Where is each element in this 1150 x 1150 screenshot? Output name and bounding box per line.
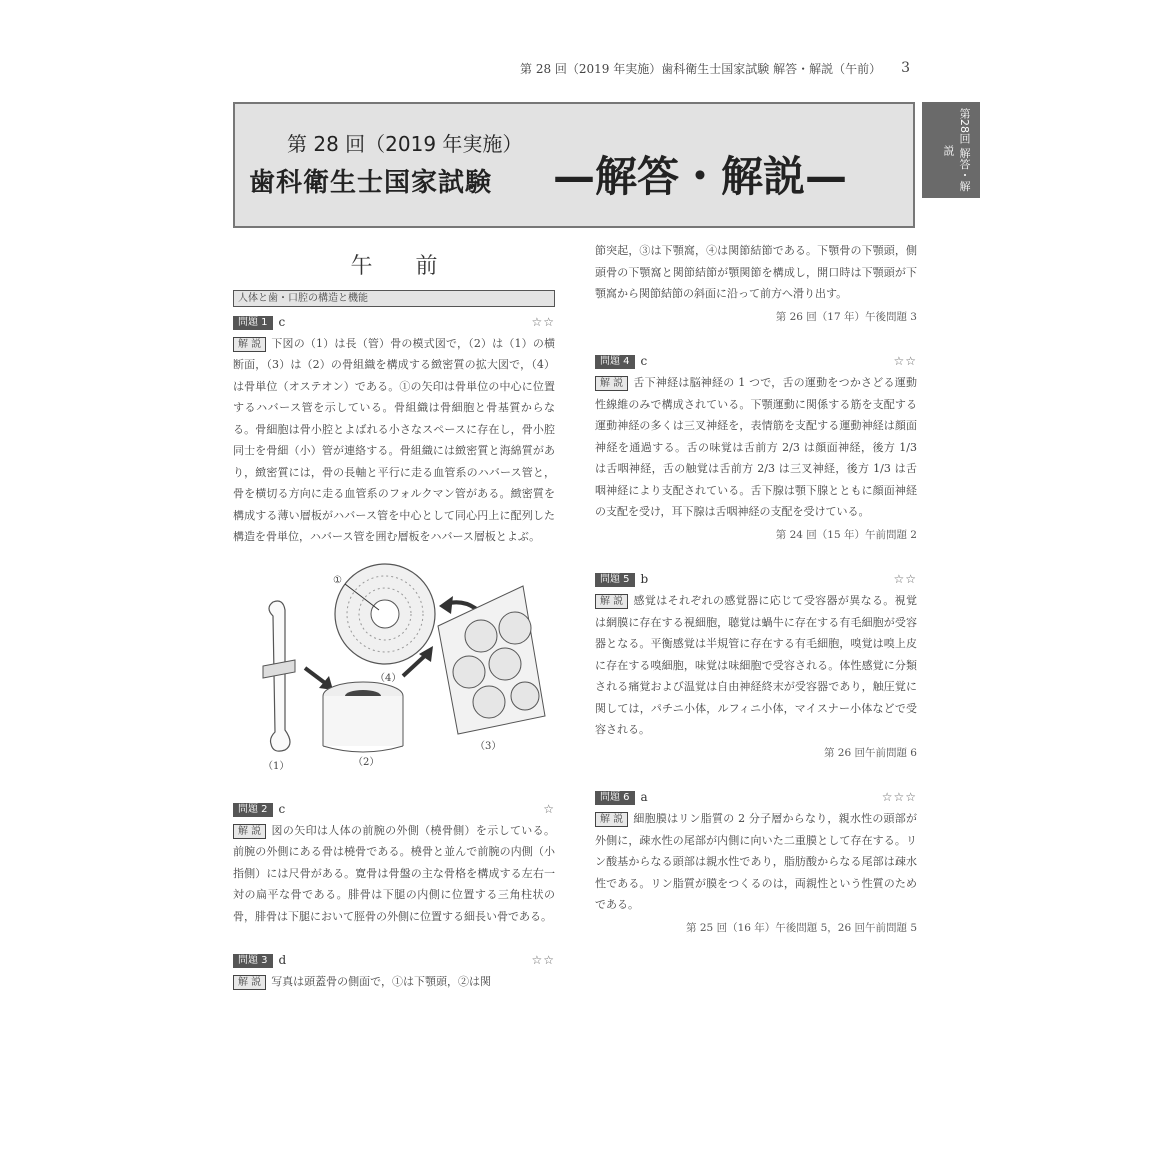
question-header: [595, 570, 917, 590]
difficulty-stars: ☆☆☆: [881, 790, 917, 805]
question-continuation: [595, 240, 917, 328]
running-header-text: 第 28 回（2019 年実施）歯科衛生士国家試験 解答・解説（午前）: [520, 62, 882, 76]
explanation-text: [233, 971, 555, 993]
question-header: [595, 352, 917, 372]
title-subtitle: 第 28 回（2019 年実施）: [287, 132, 523, 156]
section-bar: 人体と歯・口腔の構造と機能: [233, 290, 555, 307]
title-answers-explanations: —解答・解説—: [553, 152, 848, 201]
question-block: [595, 570, 917, 764]
right-column: [595, 240, 917, 939]
explanation-text: [233, 820, 555, 928]
label-3: （3）: [475, 740, 502, 752]
explanation-body: 感覚はそれぞれの感覚器に応じて受容器が異なる。視覚は網膜に存在する視細胞，聴覚は蝸牛に存在する有毛細胞が受容器となる。平衡感覚は半規管に存在する有毛細胞，嗅覚は嗅上皮に存在する嗅細胞，味覚は味細胞で受容される。体性感覚に分類される痛覚および温覚は自由神経終末が受容器であり，触圧覚に関しては，パチニ小体，ルフィニ小体，マイスナー小体などで受容される。: [595, 594, 917, 736]
question-label: 問題 4: [595, 355, 635, 369]
question-header: [233, 951, 555, 971]
left-column: [233, 250, 555, 993]
explanation-body: 下図の（1）は長（管）骨の模式図で，（2）は（1）の横断面，（3）は（2）の骨組織を構成する緻密質の拡大図で，（4）は骨単位（オステオン）である。①の矢印は骨単位の中心に位置するハバース管を示している。骨組織は骨細胞と骨基質からなる。骨細胞は骨小腔とよばれる小さなスペースに存在し，骨小腔同士を骨細（小）管が連絡する。骨組織には緻密質と海綿質があり，緻密質には，骨の長軸と平行に走る血管系のハバース管と，骨を横切る方向に走る血管系のフォルクマン管がある。緻密質を構成する薄い層板がハバース管を中心として同心円上に配列した構造を骨単位，ハバース管を囲む層板をハバース層板とよぶ。: [233, 336, 555, 543]
question-block: [595, 788, 917, 939]
section-title: 午 前: [350, 254, 456, 279]
question-label: 問題 3: [233, 954, 273, 968]
explanation-label: 解 説: [595, 594, 628, 609]
question-header: [233, 313, 555, 333]
question-header: [233, 800, 555, 820]
explanation-body: 細胞膜はリン脂質の 2 分子層からなり，親水性の頭部が外側に，疎水性の尾部が内側に向いた二重膜として存在する。リン酸基からなる頭部は親水性であり，脂肪酸からなる尾部は疎水性である。リン脂質が膜をつくるのは，両親性という性質のためである。: [595, 812, 917, 911]
explanation-label: 解 説: [595, 812, 628, 827]
reference-note: 第 26 回午前問題 6: [823, 746, 917, 759]
answer-letter: c: [640, 354, 648, 369]
difficulty-stars: ☆☆: [531, 953, 555, 968]
explanation-text: [233, 333, 555, 548]
explanation-label: 解 説: [233, 975, 266, 990]
question-block: [595, 352, 917, 546]
answer-letter: b: [640, 572, 649, 587]
label-circle-1: ①: [333, 574, 342, 586]
difficulty-stars: ☆: [543, 801, 555, 816]
question-block: [233, 800, 555, 928]
explanation-body: 舌下神経は脳神経の 1 つで，舌の運動をつかさどる運動性線維のみで構成されている。下顎運動に関係する筋を支配する運動神経の多くは三叉神経を，表情筋を支配する運動神経は顔面神経を通過する。舌の味覚は舌前方 2/3 は顔面神経，後方 1/3 は舌咽神経，舌の触覚は舌前方 2/3 は三叉神経，後方 1/3 は舌咽神経により支配されている。舌下腺は顎下腺とともに顔面神経の支配を受け，耳下腺は舌咽神経の支配を受けている。: [595, 376, 917, 518]
explanation-body: 図の矢印は人体の前腕の外側（橈骨側）を示している。前腕の外側にある骨は橈骨である。橈骨と並んで前腕の内側（小指側）には尺骨がある。寛骨は骨盤の主な骨格を構成する左右一対の扁平な骨である。腓骨は下腿の内側に位置する三角柱状の骨，腓骨は下腿において脛骨の外側に位置する細長い骨である。: [233, 823, 555, 923]
question-label: 問題 6: [595, 791, 635, 805]
label-2: （2）: [353, 756, 380, 768]
title-main: 歯科衛生士国家試験: [249, 168, 493, 198]
title-box: [233, 102, 915, 228]
question-header: [595, 788, 917, 808]
explanation-label: 解 説: [233, 824, 266, 839]
explanation-label: 解 説: [595, 376, 628, 391]
answer-letter: c: [278, 801, 286, 816]
reference-note: 第 24 回（15 年）午前問題 2: [775, 528, 917, 541]
reference-note: 第 25 回（16 年）午後問題 5，26 回午前問題 5: [686, 921, 917, 934]
chapter-side-tab: 第28回 解答・解説: [922, 102, 980, 198]
difficulty-stars: ☆☆: [893, 572, 917, 587]
question-label: 問題 1: [233, 316, 273, 330]
explanation-text: [595, 808, 917, 916]
answer-letter: d: [278, 953, 287, 968]
difficulty-stars: ☆☆: [893, 354, 917, 369]
explanation-text: [595, 590, 917, 741]
reference-note: 第 26 回（17 年）午後問題 3: [775, 310, 917, 323]
bone-diagram: [233, 556, 555, 776]
bone-structure-figure: [233, 556, 555, 776]
question-block: [233, 951, 555, 993]
question-label: 問題 2: [233, 803, 273, 817]
difficulty-stars: ☆☆: [531, 314, 555, 329]
label-4: （4）: [375, 672, 402, 684]
running-header: [520, 60, 910, 77]
explanation-body-start: 写真は頭蓋骨の側面で，①は下顎頭，②は関: [271, 975, 491, 988]
explanation-text: [595, 372, 917, 523]
explanation-continued: 節突起，③は下顎窩，④は関節結節である。下顎骨の下顎頭，側頭骨の下顎窩と関節結節が顎関節を構成し，開口時は下顎頭が下顎窩から関節結節の斜面に沿って前方へ滑り出す。: [595, 244, 917, 300]
question-block: [233, 313, 555, 548]
page-number: 3: [901, 60, 910, 76]
answer-letter: a: [640, 790, 648, 805]
label-1: （1）: [263, 760, 290, 772]
answer-letter: c: [278, 314, 286, 329]
explanation-label: 解 説: [233, 337, 266, 352]
question-label: 問題 5: [595, 573, 635, 587]
